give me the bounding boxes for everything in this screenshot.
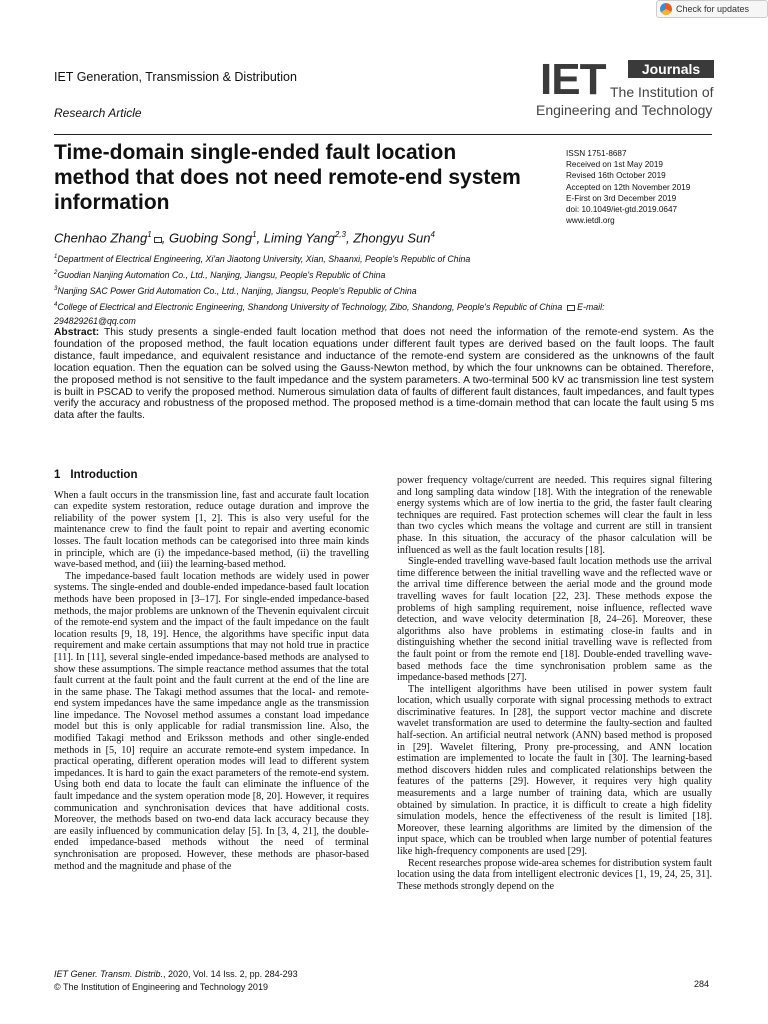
author-affiliation-sup: 1 (147, 230, 152, 239)
author-name: Guobing Song (168, 230, 253, 246)
revised-date: Revised 16th October 2019 (566, 171, 666, 181)
envelope-icon (567, 305, 575, 311)
article-type: Research Article (54, 106, 142, 120)
author-affiliation-sup: 1 (252, 230, 257, 239)
abstract-text: This study presents a single-ended fault location method that does not need the information of the remote-end system. As the foundation of the proposed method, the fault location equations under different fault types are derived based on the fault loops. The fault distance, fault impedance, and equivalent resistance and inductance of the remote-end system are considered as the unknowns of the fault location equation. Then the equation can be solved using the Gauss-Newton method, by which the four unknowns can be obtained. Therefore, the proposed method is not sensitive to the fault impedance and the system parameters. A two-terminal 500 kV ac transmission line test system is built in PSCAD to verify the proposed method. Numerous simulation data of faults of different fault distances, fault impedances, and fault types verify the accuracy and robustness of the proposed method. The proposed method is a time-domain method that can locate the fault using 5 ms data after the faults. (54, 327, 714, 422)
efirst-date: E-First on 3rd December 2019 (566, 193, 677, 203)
affiliation: $^3$Nanjing SAC Power Grid Automation Co., Ltd., Nanjing, Jiangsu, People's Republic of China (54, 285, 417, 296)
institution-line-2: Engineering and Technology (536, 102, 713, 118)
accepted-date: Accepted on 12th November 2019 (566, 182, 691, 192)
doi[interactable]: doi: 10.1049/iet-gtd.2019.0647 (566, 205, 678, 215)
paragraph: The intelligent algorithms have been utilised in power system fault location, which usually corporate with signal processing methods to extract discriminative features. In [28], the support vector machine and discrete wavelet transformation are used to determine the faulty-section and faulted half-section. An artificial neutral network (ANN) based method is proposed in [29]. Wavelet filtering, Prony pre-processing, and ANN location estimation are implemented to locate the fault in [30]. The learning-based method discovers hidden rules and complicated relationships between the features of the patterns [29]. However, it requires very high quality measurements and a large number of training data, which are usually obtained by simulation. In practice, it is difficult to create a high fidelity simulation models, hence the effectiveness of the result is limited [18]. Moreover, these learning algorithms are limited by the dimension of the input space, which can be troubled when large number of potential features like high-frequency components are used [29]. (397, 683, 712, 857)
author-list: Chenhao Zhang$^1$ , Guobing Song$^1$, Liming Yang$^{2,3}$, Zhongyu Sun$^4$ (54, 230, 435, 246)
paragraph: When a fault occurs in the transmission line, fast and accurate fault location can expedite system restoration, reduce outage duration and improve the reliability of the power system [1, 2]. This is also very useful for the maintenance crew to find the fault point to repair and averting economic losses. The fault location methods can be categorised into three main kinds in principle, which are (i) the impedance-based method, (ii) the travelling wave-based method, and (iii) the learning-based method. (54, 489, 369, 571)
journal-name: IET Generation, Transmission & Distribution (54, 70, 297, 84)
body-column-left (54, 470, 369, 872)
check-updates-icon (660, 3, 672, 15)
check-for-updates-badge[interactable] (656, 0, 768, 18)
author-name: Liming Yang (263, 230, 335, 246)
paragraph: power frequency voltage/current are needed. This requires signal filtering and long sampling data window [18]. With the integration of the renewable energy systems which are of low inertia to the grid, the faster fault clearing techniques are required. Fast protection schemes will clear the fault in less than two cycles which means the voltage and current are still in transient phase. In this situation, the accuracy of the phasor calculation will be influenced as well as the fault location results [18]. (397, 475, 712, 556)
affiliation: $^1$Department of Electrical Engineering, Xi'an Jiaotong University, Xian, Shaanxi, People's Republic of China (54, 253, 471, 264)
envelope-icon[interactable] (154, 237, 162, 243)
header-divider (54, 134, 712, 135)
journals-label: Journals (628, 60, 714, 78)
section-title: Introduction (70, 469, 138, 481)
abstract (54, 327, 714, 422)
affiliation: $^2$Guodian Nanjing Automation Co., Ltd., Nanjing, Jiangsu, People's Republic of China (54, 269, 386, 280)
institution-line-1: The Institution of (610, 84, 714, 100)
website-link[interactable]: www.ietdl.org (566, 216, 615, 226)
author-name: Zhongyu Sun (353, 230, 431, 246)
issn: ISSN 1751-8687 (566, 149, 627, 158)
paragraph: Recent researches propose wide-area schemes for distribution system fault location using the data from intelligent electronic devices [1, 19, 24, 25, 31]. These methods strongly depend on the (397, 857, 712, 892)
paper-title: Time-domain single-ended fault location method that does not need remote-end system information (54, 141, 521, 214)
received-date: Received on 1st May 2019 (566, 160, 663, 170)
body-column-right (397, 475, 712, 892)
copyright: © The Institution of Engineering and Technology 2019 (54, 981, 268, 992)
author-name: Chenhao Zhang (54, 230, 148, 246)
affiliation: $^4$College of Electrical and Electronic Engineering, Shandong University of Technology, Zibo, Shandong, People's Republic of China E-mail: 294829261@qq.com (54, 301, 605, 326)
section-number: 1 (54, 469, 61, 481)
author-affiliation-sup: 4 (430, 230, 435, 239)
affiliations (54, 250, 654, 328)
section-heading (54, 470, 369, 482)
paragraph: Single-ended travelling wave-based fault location methods use the arrival time difference between the initial travelling wave and the reflected wave or the arrival time difference between the aerial mode and the ground mode travelling waves for fault location [22, 23]. These methods expose the problems of high sampling requirement, noise influence, reflected wave detection, and wave velocity determination [8, 24–26]. Moreover, these algorithms also have problems in estimating close-in faults and in distinguishing whether the second initial travelling wave is reflected from the fault point or from the remote end [18]. Double-ended travelling wave-based methods face the time synchronisation problem same as the impedance-based methods [27]. (397, 556, 712, 684)
citation-details: , 2020, Vol. 14 Iss. 2, pp. 284-293 (163, 969, 298, 979)
page-number: 284 (694, 979, 710, 989)
iet-logo-letters: IET (540, 55, 606, 104)
citation-journal: IET Gener. Transm. Distrib. (54, 969, 164, 979)
email[interactable]: E-mail: 294829261@qq.com (54, 301, 605, 326)
paragraph: The impedance-based fault location methods are widely used in power systems. The single-ended and double-ended impedance-based fault location methods have been proposed in [3–17]. For single-ended impedance-based methods, the major problems are unknown of the Thevenin equivalent circuit of the remote-end system and the impact of the fault impedance on the fault location results [9, 18, 19]. Hence, the algorithms have specific input data requirement and make certain assumptions that may not hold true in practice [11]. In [11], several single-ended impedance-based methods are analysed to show these assumptions. The simple reactance method assumes that the total fault current at the fault point and the fault current at the end of the line are in the same phase. The Takagi method assumes that the local- and remote-end system impedances have the same impedance angle as the transmission line impedance. The Novosel method assumes a constant load impedance model but this is only applicable for radial transmission line. Also, the modified Takagi method and Eriksson methods and other single-ended methods in [5, 10] require an accurate remote-end system impedance. In practical operating, different operation modes will lead to different system impedances. It is hard to gain the exact parameters of the remote-end system. Using both end data to locate the fault can eliminate the influence of the fault impedance and the system operation mode [8, 20]. However, it requires communication and synchronisation devices that have additional costs. Moreover, the methods based on two-end data lack accuracy because they are easily influenced by communication delay [5]. In [3, 4, 21], the double-ended impedance-based methods without the need of terminal synchronisation are proposed. However, these methods are phasor-based method and the magnitude and phase of the (54, 570, 369, 872)
iet-logo (536, 55, 718, 120)
abstract-label: Abstract: (54, 327, 100, 338)
article-metadata (566, 148, 690, 226)
footer-citation (54, 968, 298, 993)
author-affiliation-sup: 2,3 (334, 230, 346, 239)
check-updates-label: Check for updates (676, 4, 750, 14)
